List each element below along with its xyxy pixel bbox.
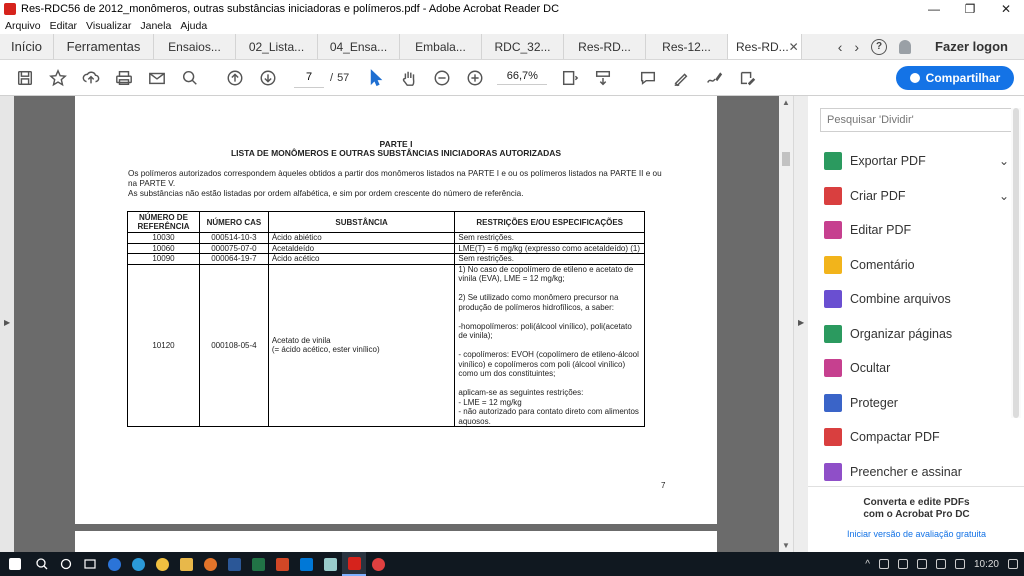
cell-reference: 10090 <box>128 254 200 265</box>
notepad-icon[interactable] <box>318 552 342 576</box>
menu-visualizar[interactable]: Visualizar <box>86 20 132 32</box>
minimize-button[interactable]: — <box>928 2 940 16</box>
tray-chevron-icon[interactable]: ^ <box>865 558 870 570</box>
cell-cas: 000075-07-0 <box>199 243 268 254</box>
header-reference: NÚMERO DE REFERÊNCIA <box>128 212 200 233</box>
cortana-icon[interactable] <box>54 552 78 576</box>
menu-bar <box>0 18 1024 34</box>
tool-compress[interactable] <box>824 420 1014 455</box>
tray-app-icon[interactable] <box>879 559 889 569</box>
person-add-icon <box>910 73 920 83</box>
battery-icon[interactable] <box>955 559 965 569</box>
tool-fill-sign[interactable] <box>824 455 1014 490</box>
collapse-panel-toggle[interactable] <box>794 96 808 552</box>
ie-icon[interactable] <box>126 552 150 576</box>
chevron-down-icon[interactable]: ⌄ <box>998 154 1009 169</box>
part-title: PARTE I <box>379 139 413 149</box>
edge-icon[interactable] <box>102 552 126 576</box>
zoom-in-icon[interactable] <box>458 63 491 93</box>
toolbar <box>0 60 1024 96</box>
task-view-icon[interactable] <box>78 552 102 576</box>
cell-restrictions: LME(T) = 6 mg/kg (expresso como acetaldeído) (1) <box>455 243 645 254</box>
tab-document[interactable]: Res-RD... <box>564 34 646 59</box>
firefox-icon[interactable] <box>198 552 222 576</box>
taskbar-search-icon[interactable] <box>30 552 54 576</box>
chrome-icon[interactable] <box>150 552 174 576</box>
cell-cas: 000064-19-7 <box>199 254 268 265</box>
fill-sign-icon[interactable] <box>730 63 763 93</box>
menu-janela[interactable]: Janela <box>140 20 172 32</box>
app-swatch <box>108 558 121 571</box>
email-icon[interactable] <box>140 63 173 93</box>
cell-restrictions: Sem restrições. <box>455 254 645 265</box>
search-icon[interactable] <box>173 63 206 93</box>
compress-icon <box>824 428 842 446</box>
tool-label: Proteger <box>850 395 898 410</box>
chevron-down-icon[interactable]: ⌄ <box>998 188 1009 203</box>
promo-line-1: Converta e edite PDFs <box>863 497 970 508</box>
comment-tool-icon <box>824 256 842 274</box>
tools-list <box>824 144 1014 489</box>
shield-icon <box>824 394 842 412</box>
tool-redact[interactable] <box>824 351 1014 386</box>
tools-search-input[interactable] <box>820 108 1012 132</box>
collapse-arrow-icon: ▶ <box>798 318 805 327</box>
tab-document[interactable]: Ensaios... <box>154 34 236 59</box>
tab-document[interactable]: RDC_32... <box>482 34 564 59</box>
clock[interactable]: 10:20 <box>973 558 999 570</box>
windows-taskbar <box>0 552 1024 576</box>
scrollbar-thumb[interactable] <box>782 152 790 166</box>
tab-bar-actions <box>838 34 1024 59</box>
edit-pdf-icon <box>824 221 842 239</box>
tool-export-pdf[interactable] <box>824 144 1014 179</box>
scroll-down-icon[interactable]: ▼ <box>782 541 790 550</box>
tab-document[interactable]: Embala... <box>400 34 482 59</box>
create-pdf-icon <box>824 187 842 205</box>
page-down-icon[interactable] <box>251 63 284 93</box>
chevron-right-icon[interactable]: › <box>854 38 860 55</box>
cell-restrictions: 1) No caso de copolímero de etileno e acetato de vinila (EVA), LME = 12 mg/kg; 2) Se utilizado como monômero precursor na produção de polímeros hidrofílicos, a saber: -homopolímeros: poli(álcool vinílico), poli(acetato de vinila); - copolímeros: EVOH (copolímero de etileno-álcool vinílico) e copolímeros com poli (álcool vinílico) como um dos constituintes; aplicam-se as seguintes restrições: - LME = 12 mg/kg - não autorizado para contato direto com alimentos aquosos. <box>455 264 645 427</box>
cell-cas: 000108-05-4 <box>199 264 268 427</box>
menu-editar[interactable]: Editar <box>49 20 78 32</box>
app-swatch <box>132 558 145 571</box>
cell-substance: Ácido acético <box>268 254 455 265</box>
app-swatch <box>9 558 21 570</box>
tools-scrollbar-thumb[interactable] <box>1013 108 1019 418</box>
app-swatch <box>372 558 385 571</box>
cell-substance: Acetaldeído <box>268 243 455 254</box>
tool-label: Editar PDF <box>850 223 912 238</box>
app-swatch <box>180 558 193 571</box>
table-header-row <box>128 212 645 233</box>
tab-active-document[interactable] <box>728 34 802 59</box>
page-separator: / <box>330 71 334 84</box>
tool-label: Criar PDF <box>850 188 906 203</box>
tool-protect[interactable] <box>824 386 1014 421</box>
export-pdf-icon <box>824 152 842 170</box>
tab-tools[interactable]: Ferramentas <box>54 34 154 59</box>
select-cursor-icon[interactable] <box>359 63 392 93</box>
share-button[interactable] <box>896 66 1014 90</box>
word-icon[interactable] <box>222 552 246 576</box>
left-panel-toggle[interactable] <box>0 96 14 552</box>
header-restrictions: RESTRIÇÕES E/OU ESPECIFICAÇÕES <box>455 212 645 233</box>
app-swatch <box>204 558 217 571</box>
tool-organize[interactable] <box>824 317 1014 352</box>
combine-files-icon <box>824 290 842 308</box>
document-viewport[interactable] <box>0 96 793 552</box>
title-bar <box>0 0 1024 18</box>
notifications-icon[interactable] <box>1008 559 1018 569</box>
close-tab-icon[interactable]: ✕ <box>788 39 799 54</box>
tools-panel <box>793 96 1024 552</box>
menu-ajuda[interactable]: Ajuda <box>180 20 208 32</box>
tool-label: Compactar PDF <box>850 430 940 445</box>
tools-scrollbar[interactable] <box>1011 108 1021 418</box>
zoom-level[interactable]: 66,7% <box>497 70 547 85</box>
maximize-button[interactable]: ❐ <box>964 2 976 16</box>
intro-paragraph: Os polímeros autorizados correspondem àqueles obtidos a partir dos monômeros listados na PARTE I e ou os polímeros listados na PARTE II e ou na PARTE V. <box>128 169 662 188</box>
app-swatch <box>276 558 289 571</box>
vertical-scrollbar[interactable] <box>779 96 793 552</box>
highlight-pen-icon[interactable] <box>664 63 697 93</box>
fit-page-icon[interactable] <box>553 63 586 93</box>
table-row <box>128 243 645 254</box>
close-button[interactable]: ✕ <box>1000 2 1012 16</box>
tab-document[interactable]: 02_Lista... <box>236 34 318 59</box>
upload-icon[interactable] <box>74 63 107 93</box>
tab-document[interactable]: 04_Ensa... <box>318 34 400 59</box>
redact-icon <box>824 359 842 377</box>
cell-restrictions: Sem restrições. <box>455 233 645 244</box>
tool-label: Ocultar <box>850 361 891 376</box>
acrobat-taskbar-icon[interactable] <box>342 552 366 576</box>
scroll-mode-icon[interactable] <box>586 63 619 93</box>
list-title: LISTA DE MONÔMEROS E OUTRAS SUBSTÂNCIAS INICIADORAS AUTORIZADAS <box>230 148 562 158</box>
tool-label: Exportar PDF <box>850 154 926 169</box>
order-paragraph: As substâncias não estão listadas por ordem alfabética, e sim por ordem crescente do número de referência. <box>128 189 524 198</box>
tool-combine[interactable] <box>824 282 1014 317</box>
organize-pages-icon <box>824 325 842 343</box>
expand-right-icon: ▶ <box>4 318 11 327</box>
tab-bar <box>0 34 1024 60</box>
cell-reference: 10030 <box>128 233 200 244</box>
save-icon[interactable] <box>8 63 41 93</box>
bell-icon[interactable] <box>899 40 911 54</box>
chevron-left-icon[interactable]: ‹ <box>837 38 843 55</box>
login-link[interactable]: Fazer logon <box>935 39 1008 54</box>
excel-icon[interactable] <box>246 552 270 576</box>
page-up-icon[interactable] <box>218 63 251 93</box>
tray-app-icon[interactable] <box>898 559 908 569</box>
app-swatch <box>228 558 241 571</box>
hand-tool-icon[interactable] <box>392 63 425 93</box>
table-row <box>128 233 645 244</box>
cell-reference: 10120 <box>128 264 200 427</box>
promo-line-2: com o Acrobat Pro DC <box>863 509 970 520</box>
powerpoint-icon[interactable] <box>270 552 294 576</box>
app-swatch <box>156 558 169 571</box>
share-button-label: Compartilhar <box>925 71 1001 85</box>
table-row <box>128 254 645 265</box>
page-number-footer: 7 <box>661 481 666 490</box>
zoom-out-icon[interactable] <box>425 63 458 93</box>
print-icon[interactable] <box>107 63 140 93</box>
free-trial-link[interactable]: Iniciar versão de avaliação gratuita <box>846 529 987 539</box>
page-number-input[interactable] <box>294 68 324 88</box>
app-taskbar-icon[interactable] <box>366 552 390 576</box>
system-tray <box>865 559 1024 570</box>
tool-label: Organizar páginas <box>850 326 953 341</box>
windows-start-icon[interactable] <box>0 552 30 576</box>
menu-arquivo[interactable]: Arquivo <box>5 20 41 32</box>
cell-cas: 000514-10-3 <box>199 233 268 244</box>
tool-label: Comentário <box>850 257 915 272</box>
app-swatch <box>300 558 313 571</box>
window-title: Res-RDC56 de 2012_monômeros, outras substâncias iniciadoras e polímeros.pdf - Adobe Acrobat Reader DC <box>21 3 560 15</box>
comment-icon[interactable] <box>631 63 664 93</box>
file-explorer-icon[interactable] <box>174 552 198 576</box>
header-substance: SUBSTÂNCIA <box>268 212 455 233</box>
help-icon[interactable]: ? <box>871 39 887 55</box>
volume-icon[interactable] <box>936 559 946 569</box>
outlook-icon[interactable] <box>294 552 318 576</box>
substances-table <box>127 211 645 427</box>
app-swatch <box>252 558 265 571</box>
sign-icon[interactable] <box>697 63 730 93</box>
cell-substance: Ácido abiético <box>268 233 455 244</box>
app-swatch <box>324 558 337 571</box>
scroll-up-icon[interactable]: ▲ <box>782 98 790 107</box>
tab-active-label: Res-RD... <box>736 39 789 54</box>
table-row <box>128 264 645 427</box>
tab-home[interactable]: Início <box>0 34 54 59</box>
bookmark-star-icon[interactable] <box>41 63 74 93</box>
tool-edit-pdf[interactable] <box>824 213 1014 248</box>
page-total: 57 <box>337 71 350 84</box>
pdf-page <box>75 96 717 524</box>
tool-label: Preencher e assinar <box>850 464 962 479</box>
upgrade-promo <box>808 486 1024 539</box>
tool-comment[interactable] <box>824 248 1014 283</box>
header-cas: NÚMERO CAS <box>199 212 268 233</box>
tab-document[interactable]: Res-12... <box>646 34 728 59</box>
cell-reference: 10060 <box>128 243 200 254</box>
network-icon[interactable] <box>917 559 927 569</box>
tool-label: Combine arquivos <box>850 292 951 307</box>
pdf-next-page <box>75 531 717 552</box>
tool-create-pdf[interactable] <box>824 179 1014 214</box>
app-swatch <box>348 557 361 570</box>
cell-substance: Acetato de vinila (= ácido acético, ester vinílico) <box>268 264 455 427</box>
fill-sign-tool-icon <box>824 463 842 481</box>
acrobat-icon <box>4 3 16 15</box>
